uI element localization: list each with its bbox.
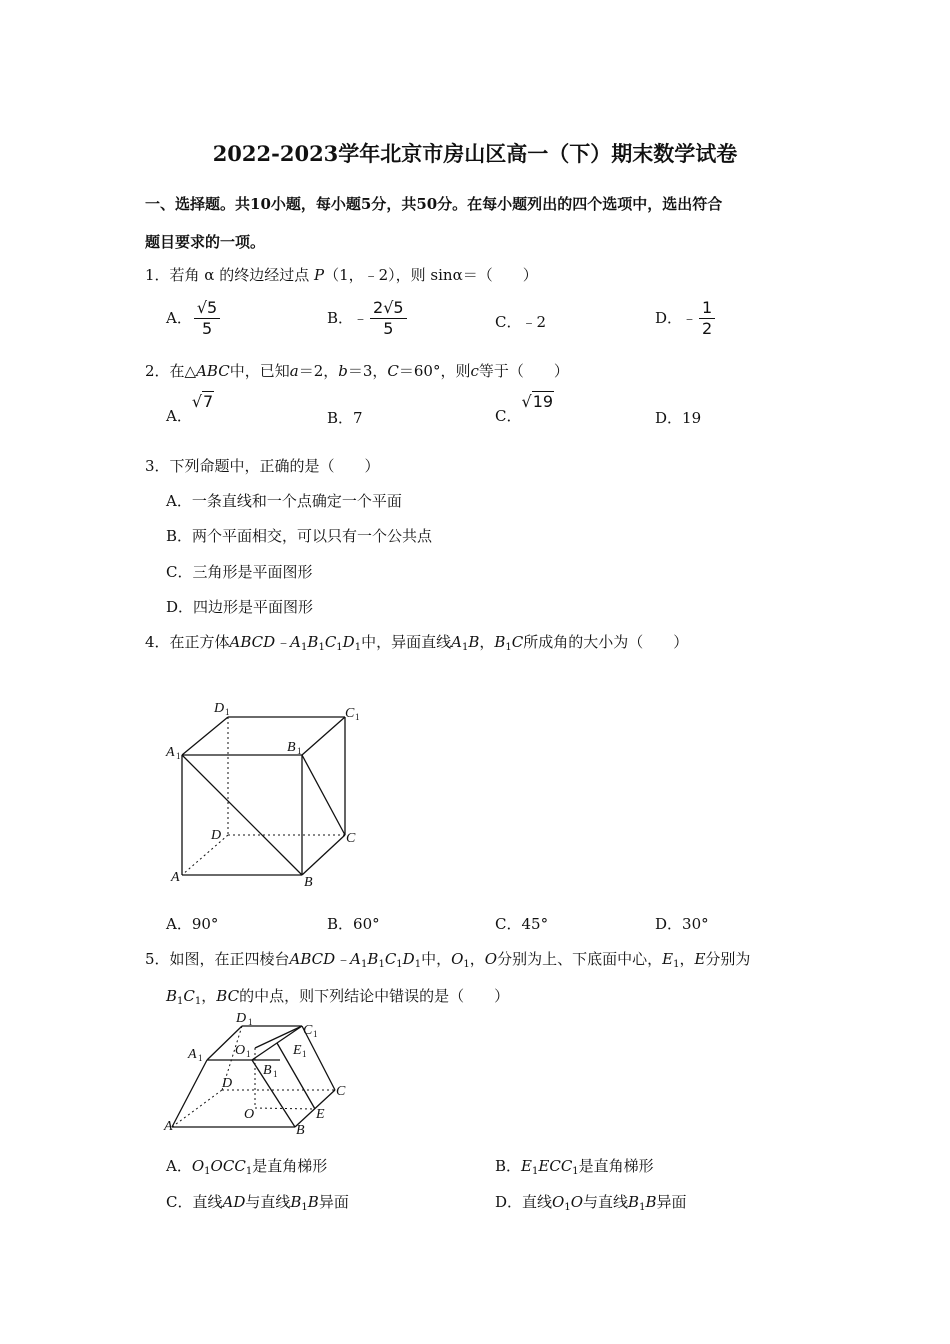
question-1-stem: 1．若角 α 的终边经过点 P（1，﹣2），则 sinα＝（ ） — [145, 266, 538, 284]
section-heading-cont: 题目要求的一项。 — [145, 233, 266, 251]
svg-text:B: B — [296, 1123, 305, 1138]
q5-option-c[interactable]: C．直线AD与直线$B_1B$异面 — [166, 1193, 349, 1213]
q5-option-d[interactable]: D．直线$O_1O$与直线$B_1B$异面 — [495, 1193, 687, 1213]
svg-text:A: A — [164, 1119, 173, 1134]
q2-option-d[interactable]: D．19 — [655, 409, 702, 427]
svg-text:C: C — [346, 831, 356, 846]
svg-text:O: O — [235, 1043, 246, 1058]
q3-option-b[interactable]: B．两个平面相交，可以只有一个公共点 — [166, 527, 433, 545]
svg-text:1: 1 — [355, 712, 360, 722]
question-3-stem: 3．下列命题中，正确的是（ ） — [145, 457, 380, 475]
q5-option-b[interactable]: B．$E_1ECC_1$是直角梯形 — [495, 1157, 654, 1177]
section-heading: 一、选择题。共10小题，每小题5分，共50分。在每小题列出的四个选项中，选出符合 — [145, 195, 723, 213]
svg-text:D: D — [211, 828, 222, 843]
page-title: 2022-2023学年北京市房山区高一（下）期末数学试卷 — [212, 141, 738, 166]
q3-option-c[interactable]: C．三角形是平面图形 — [166, 563, 313, 581]
svg-text:1: 1 — [302, 1049, 307, 1059]
q5-option-a[interactable]: A．$O_1OCC_1$是直角梯形 — [166, 1157, 328, 1177]
svg-text:1: 1 — [246, 1049, 251, 1059]
svg-text:C: C — [303, 1023, 313, 1038]
q2-option-a[interactable]: A．√7 — [166, 392, 214, 425]
svg-text:A: A — [188, 1047, 197, 1062]
q1-option-c[interactable]: C．﹣2 — [495, 313, 547, 331]
svg-text:D: D — [222, 1076, 233, 1091]
svg-text:1: 1 — [225, 707, 230, 717]
q1-option-d[interactable]: D．﹣ $\frac{1}{2}$ — [655, 298, 715, 339]
svg-text:A: A — [171, 870, 180, 885]
q3-option-a[interactable]: A．一条直线和一个点确定一个平面 — [166, 492, 402, 510]
q4-option-a[interactable]: A．90° — [166, 915, 219, 933]
svg-text:E: E — [293, 1043, 302, 1058]
q2-option-c[interactable]: C．√19 — [495, 392, 554, 425]
q1-option-b[interactable]: B．﹣ $\frac{2√5}{5}$ — [327, 298, 407, 339]
svg-text:1: 1 — [313, 1029, 318, 1039]
svg-text:1: 1 — [198, 1053, 203, 1063]
svg-text:B: B — [287, 740, 296, 755]
question-5-stem-cont: $B_1C_1$，BC的中点，则下列结论中错误的是（ ） — [166, 987, 510, 1007]
q4-option-d[interactable]: D．30° — [655, 915, 709, 933]
question-5-stem: 5．如图，在正四棱台$ABCD﹣A_1B_1C_1D_1$中，$O_1$，O分别为上、下底面中心，$E_1$，E分别为 — [145, 950, 751, 970]
q4-option-b[interactable]: B．60° — [327, 915, 380, 933]
svg-text:B: B — [304, 875, 313, 890]
svg-text:E: E — [316, 1107, 325, 1122]
svg-text:D: D — [236, 1012, 247, 1026]
svg-text:1: 1 — [176, 751, 181, 761]
svg-text:B: B — [263, 1063, 272, 1078]
svg-text:C: C — [336, 1084, 346, 1099]
svg-text:O: O — [244, 1107, 255, 1122]
q3-option-d[interactable]: D．四边形是平面图形 — [166, 598, 314, 616]
cube-figure — [160, 690, 370, 895]
question-2-stem: 2．在△ABC中，已知a＝2，b＝3，C＝60°，则c等于（ ） — [145, 362, 569, 380]
svg-text:1: 1 — [273, 1069, 278, 1079]
svg-text:D: D — [214, 701, 225, 716]
svg-text:1: 1 — [248, 1017, 253, 1027]
svg-text:1: 1 — [297, 746, 302, 756]
question-4-stem: 4．在正方体$ABCD﹣A_1B_1C_1D_1$中，异面直线$A_1B$，$B_1C$所成角的大小为（ ） — [145, 633, 689, 653]
q1-option-a[interactable]: A． $\frac{√5}{5}$ — [166, 298, 220, 339]
svg-text:A: A — [166, 745, 175, 760]
q4-option-c[interactable]: C．45° — [495, 915, 549, 933]
frustum-figure — [160, 1012, 360, 1142]
q2-option-b[interactable]: B．7 — [327, 409, 363, 427]
svg-text:C: C — [345, 706, 355, 721]
